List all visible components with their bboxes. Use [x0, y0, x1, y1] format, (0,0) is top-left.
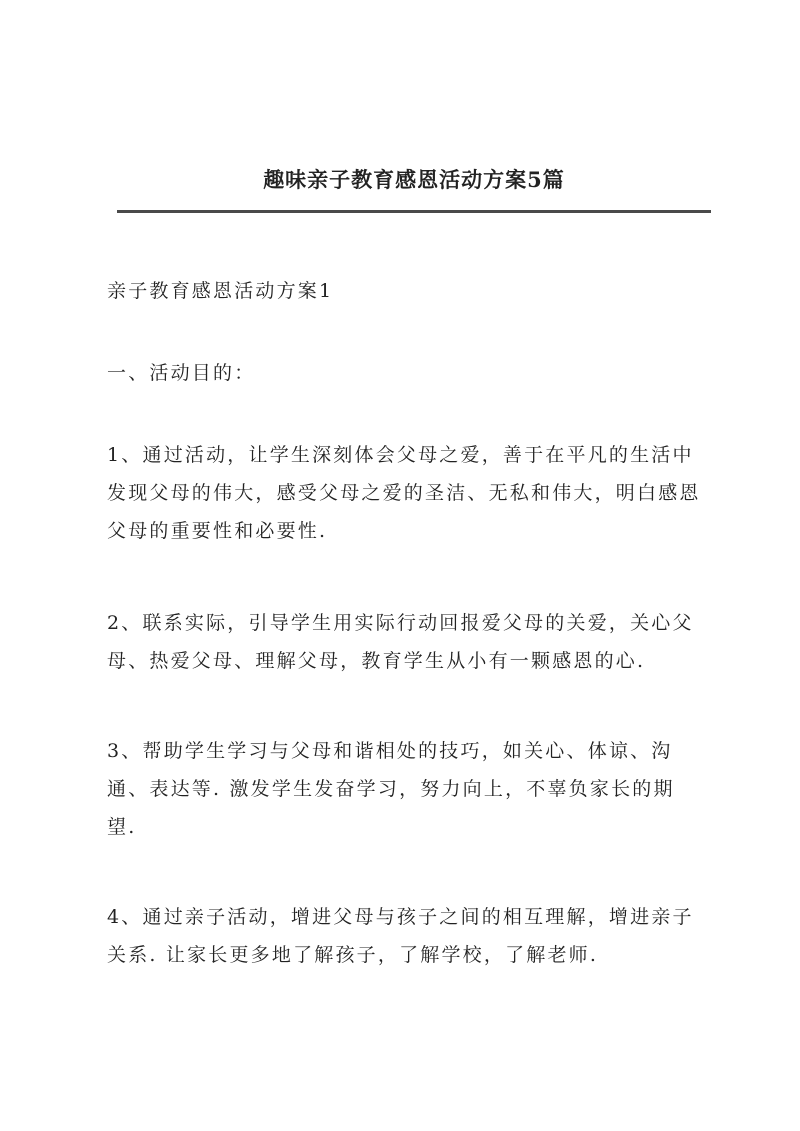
subheading-activity-goals: 一、活动目的： — [107, 362, 256, 384]
section-heading: 亲子教育感恩活动方案1 — [107, 280, 334, 302]
list-item: 1、通过活动，让学生深刻体会父母之爱，善于在平凡的生活中 发现父母的伟大，感受父母之爱的圣洁、无私和伟大，明白感恩 父母的重要性和必要性. — [107, 444, 701, 542]
list-item: 4、通过亲子活动，增进父母与孩子之间的相互理解，增进亲子 关系. 让家长更多地了解孩子，了解学校，了解老师. — [107, 906, 694, 966]
title-divider — [117, 210, 711, 213]
list-item: 3、帮助学生学习与父母和谐相处的技巧，如关心、体谅、沟 通、表达等. 激发学生发奋学习，努力向上，不辜负家长的期 望. — [107, 740, 675, 838]
document-title: 趣味亲子教育感恩活动方案5篇 — [263, 167, 565, 192]
list-item: 2、联系实际，引导学生用实际行动回报爱父母的关爱，关心父 母、热爱父母、理解父母，教育学生从小有一颗感恩的心. — [107, 612, 694, 672]
